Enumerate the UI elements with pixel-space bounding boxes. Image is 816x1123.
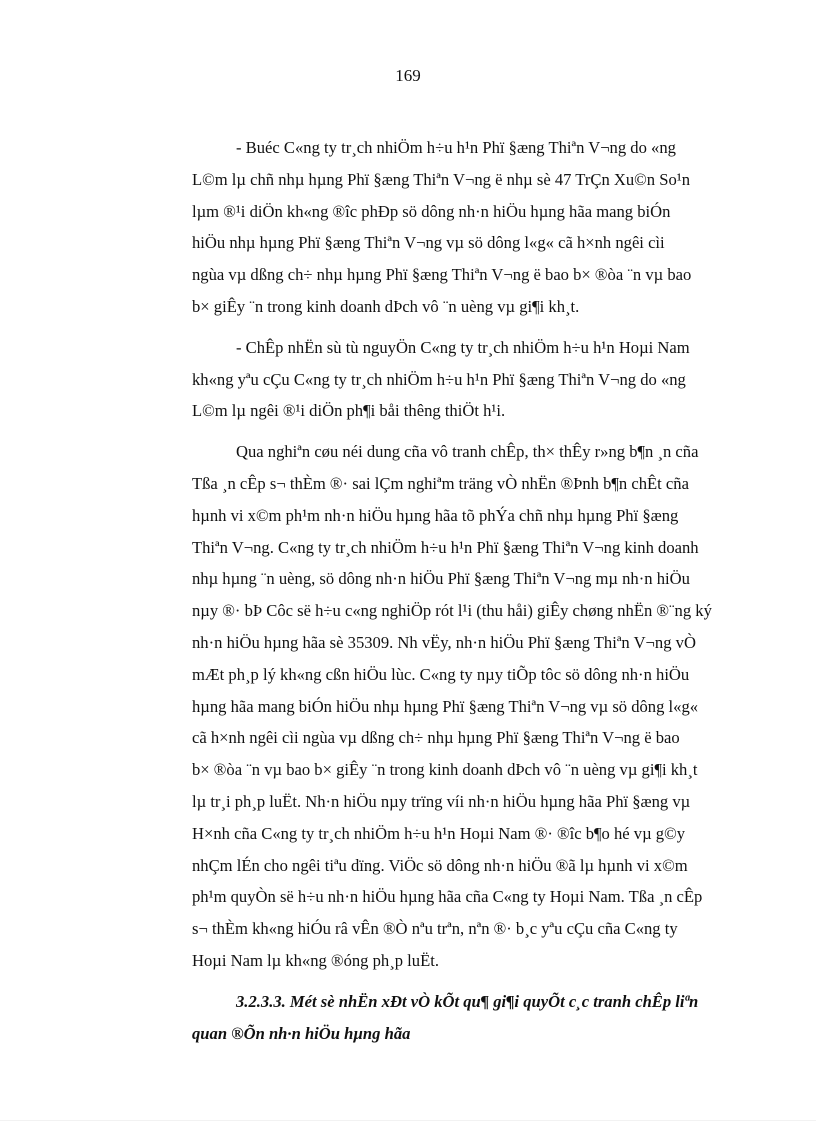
paragraph-line: hµng hãa mang biÓn hiÖu nhµ hµng Phï §æng Thiªn V¬ng vµ sö dông l«g«	[192, 696, 699, 716]
paragraph-line: hiÖu nhµ hµng Phï §æng Thiªn V¬ng vµ sö dông l«g« cã h×nh ngêi cìi	[192, 233, 665, 253]
paragraph-line: ph¹m quyÒn së h÷u nh·n hiÖu hµng hãa cña C«ng ty Hoµi Nam. Tßa ¸n cÊp	[192, 887, 703, 907]
paragraph-line: L©m lµ chñ nhµ hµng Phï §æng Thiªn V¬ng ë nhµ sè 47 TrÇn Xu©n So¹n	[192, 169, 691, 189]
paragraph-line: b× ®òa ¨n vµ bao b× giÊy ¨n trong kinh doanh dÞch vô ¨n uèng vµ gi¶i kh¸t	[192, 760, 698, 780]
paragraph-line: nh·n hiÖu hµng hãa sè 35309. Nh vËy, nh·n hiÖu Phï §æng Thiªn V¬ng vÒ	[192, 632, 696, 652]
paragraph-2	[192, 332, 770, 427]
paragraph-line: kh«ng yªu cÇu C«ng ty tr¸ch nhiÖm h÷u h¹n Phï §æng Thiªn V¬ng do «ng	[192, 369, 686, 389]
paragraph-3	[192, 436, 770, 977]
paragraph-line: mÆt ph¸p lý kh«ng cßn hiÖu lùc. C«ng ty nµy tiÕp tôc sö dông nh·n hiÖu	[192, 664, 690, 684]
heading-line: 3.2.3.3. Mét sè nhËn xÐt vÒ kÕt qu¶ gi¶i quyÕt c¸c tranh chÊp liªn	[236, 991, 699, 1011]
paragraph-line: lµ tr¸i ph¸p luËt. Nh·n hiÖu nµy trïng víi nh·n hiÖu hµng hãa Phï §æng vµ	[192, 791, 691, 811]
paragraph-line: nhµ hµng ¨n uèng, sö dông nh·n hiÖu Phï §æng Thiªn V¬ng mµ nh·n hiÖu	[192, 569, 690, 589]
paragraph-line: Thiªn V¬ng. C«ng ty tr¸ch nhiÖm h÷u h¹n Phï §æng Thiªn V¬ng kinh doanh	[192, 537, 699, 557]
paragraph-1	[192, 132, 770, 323]
paragraph-line: lµm ®¹i diÖn kh«ng ®îc phÐp sö dông nh·n hiÖu hµng hãa mang biÓn	[192, 201, 671, 221]
paragraph-line: - Buéc C«ng ty tr¸ch nhiÖm h÷u h¹n Phï §æng Thiªn V¬ng do «ng	[236, 138, 676, 157]
heading-line: quan ®Õn nh·n hiÖu hµng hãa	[192, 1023, 411, 1043]
paragraph-line: Tßa ¸n cÊp s¬ thÈm ®· sai lÇm nghiªm träng vÒ nhËn ®Þnh b¶n chÊt cña	[192, 473, 689, 493]
paragraph-line: nhÇm lÉn cho ngêi tiªu dïng. ViÖc sö dông nh·n hiÖu ®ã lµ hµnh vi x©m	[192, 855, 688, 875]
paragraph-line: b× giÊy ¨n trong kinh doanh dÞch vô ¨n uèng vµ gi¶i kh¸t.	[192, 296, 580, 316]
page-number: 169	[395, 66, 421, 85]
page-bottom-edge	[0, 1120, 816, 1121]
paragraph-line: nµy ®· bÞ Côc së h÷u c«ng nghiÖp rót l¹i (thu håi) giÊy chøng nhËn ®¨ng ký	[192, 601, 712, 621]
paragraph-line: ngùa vµ dßng ch÷ nhµ hµng Phï §æng Thiªn V¬ng ë bao b× ®òa ¨n vµ bao	[192, 265, 692, 285]
paragraph-line: s¬ thÈm kh«ng hiÓu râ vÊn ®Ò nªu trªn, nªn ®· b¸c yªu cÇu cña C«ng ty	[192, 919, 678, 939]
paragraph-line: - ChÊp nhËn sù tù nguyÖn C«ng ty tr¸ch nhiÖm h÷u h¹n Hoµi Nam	[236, 337, 690, 357]
paragraph-line: H×nh cña C«ng ty tr¸ch nhiÖm h÷u h¹n Hoµi Nam ®· ®îc b¶o hé vµ g©y	[192, 823, 685, 843]
paragraph-line: Qua nghiªn cøu néi dung cña vô tranh chÊp, th× thÊy r»ng b¶n ¸n cña	[236, 442, 699, 462]
body-text	[192, 132, 770, 1049]
paragraph-line: hµnh vi x©m ph¹m nh·n hiÖu hµng hãa tõ phÝa chñ nhµ hµng Phï §æng	[192, 505, 679, 525]
section-heading	[192, 986, 770, 1050]
paragraph-line: Hoµi Nam lµ kh«ng ®óng ph¸p luËt.	[192, 950, 439, 970]
paragraph-line: L©m lµ ngêi ®¹i diÖn ph¶i båi thêng thiÖt h¹i.	[192, 401, 506, 421]
paragraph-line: cã h×nh ngêi cìi ngùa vµ dßng ch÷ nhµ hµng Phï §æng Thiªn V¬ng ë bao	[192, 728, 680, 748]
